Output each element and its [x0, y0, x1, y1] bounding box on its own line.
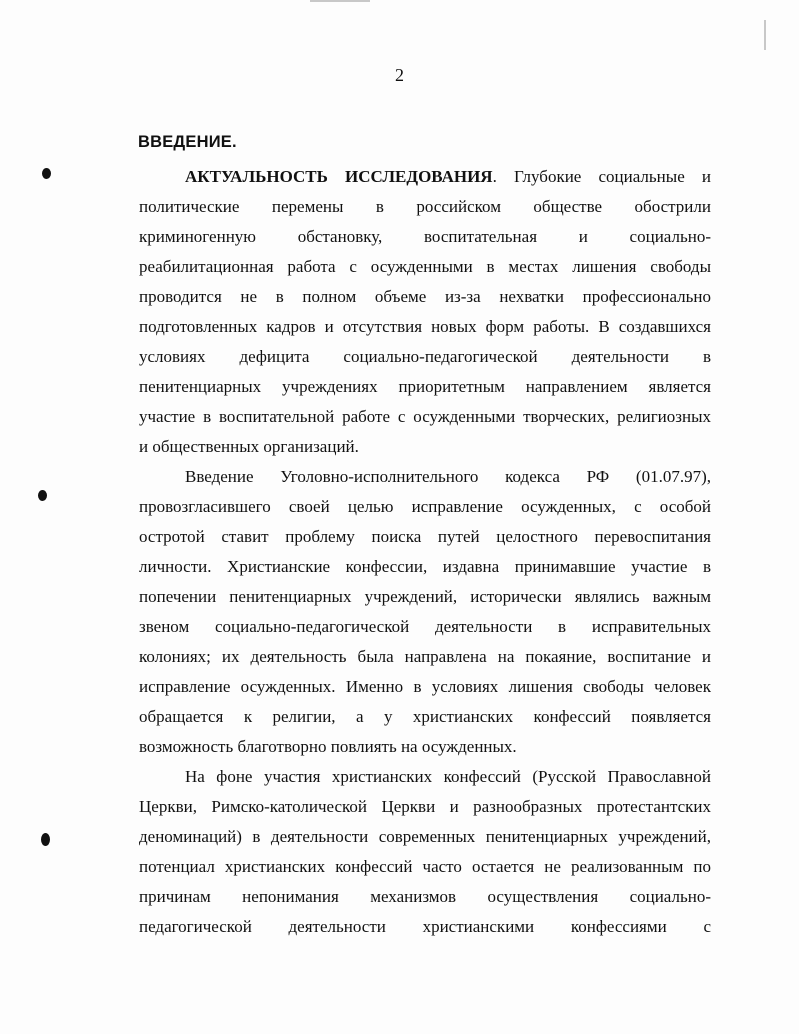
paragraph-3-line-2: Церкви, Римско-католической Церкви и разнообразных протестантских — [139, 797, 711, 816]
paragraph-1-line-5: проводится не в полном объеме из-за нехватки профессионально — [139, 287, 711, 306]
paragraph-2-line-1: Введение Уголовно-исполнительного кодекса РФ (01.07.97), — [185, 467, 711, 486]
paragraph-2-line-4: личности. Христианские конфессии, издавна принимавшие участие в — [139, 557, 711, 576]
paragraph-1-line-9: участие в воспитательной работе с осужденными творческих, религиозных — [139, 407, 711, 426]
margin-mark-1 — [42, 168, 51, 179]
paragraph-2-line-10: возможность благотворно повлиять на осужденных. — [139, 737, 517, 756]
paragraph-1-line-2: политические перемены в российском обществе обострили — [139, 197, 711, 216]
scan-edge-mark-top — [310, 0, 370, 2]
paragraph-1-line-10: и общественных организаций. — [139, 437, 359, 456]
paragraph-2-line-3: остротой ставит проблему поиска путей целостного перевоспитания — [139, 527, 711, 546]
paragraph-1-line-8: пенитенциарных учреждениях приоритетным направлением является — [139, 377, 711, 396]
paragraph-2-line-8: исправление осужденных. Именно в условиях лишения свободы человек — [139, 677, 711, 696]
paragraph-1-line-4: реабилитационная работа с осужденными в местах лишения свободы — [139, 257, 711, 276]
paragraph-3-line-5: причинам непонимания механизмов осуществления социально- — [139, 887, 711, 906]
paragraph-1-line-1-rest: . Глубокие социальные и — [492, 167, 711, 186]
paragraph-3-line-1: На фоне участия христианских конфессий (Русской Православной — [185, 767, 711, 786]
paragraph-1-lead: АКТУАЛЬНОСТЬ ИССЛЕДОВАНИЯ — [185, 167, 493, 186]
paragraph-1-line-7: условиях дефицита социально-педагогической деятельности в — [139, 347, 711, 366]
paragraph-3-line-4: потенциал христианских конфессий часто остается не реализованным по — [139, 857, 711, 876]
section-heading: ВВЕДЕНИЕ. — [138, 133, 237, 151]
page-number: 2 — [395, 65, 404, 85]
margin-mark-3 — [41, 833, 50, 846]
margin-mark-2 — [38, 490, 47, 501]
paragraph-2-line-2: провозгласившего своей целью исправление осужденных, с особой — [139, 497, 711, 516]
paragraph-2-line-6: звеном социально-педагогической деятельности в исправительных — [139, 617, 711, 636]
paragraph-2-line-7: колониях; их деятельность была направлена на покаяние, воспитание и — [139, 647, 711, 666]
paragraph-2-line-5: попечении пенитенциарных учреждений, исторически являлись важным — [139, 587, 711, 606]
paragraph-2-line-9: обращается к религии, а у христианских конфессий появляется — [139, 707, 711, 726]
paragraph-1-line-3: криминогенную обстановку, воспитательная и социально- — [139, 227, 711, 246]
paragraph-3-line-3: деноминаций) в деятельности современных пенитенциарных учреждений, — [139, 827, 711, 846]
paragraph-1-line-1 — [185, 166, 711, 188]
scan-edge-mark-right — [764, 20, 766, 50]
paragraph-3-line-6: педагогической деятельности христианскими конфессиями с — [139, 917, 711, 936]
paragraph-1-line-6: подготовленных кадров и отсутствия новых форм работы. В создавшихся — [139, 317, 711, 336]
